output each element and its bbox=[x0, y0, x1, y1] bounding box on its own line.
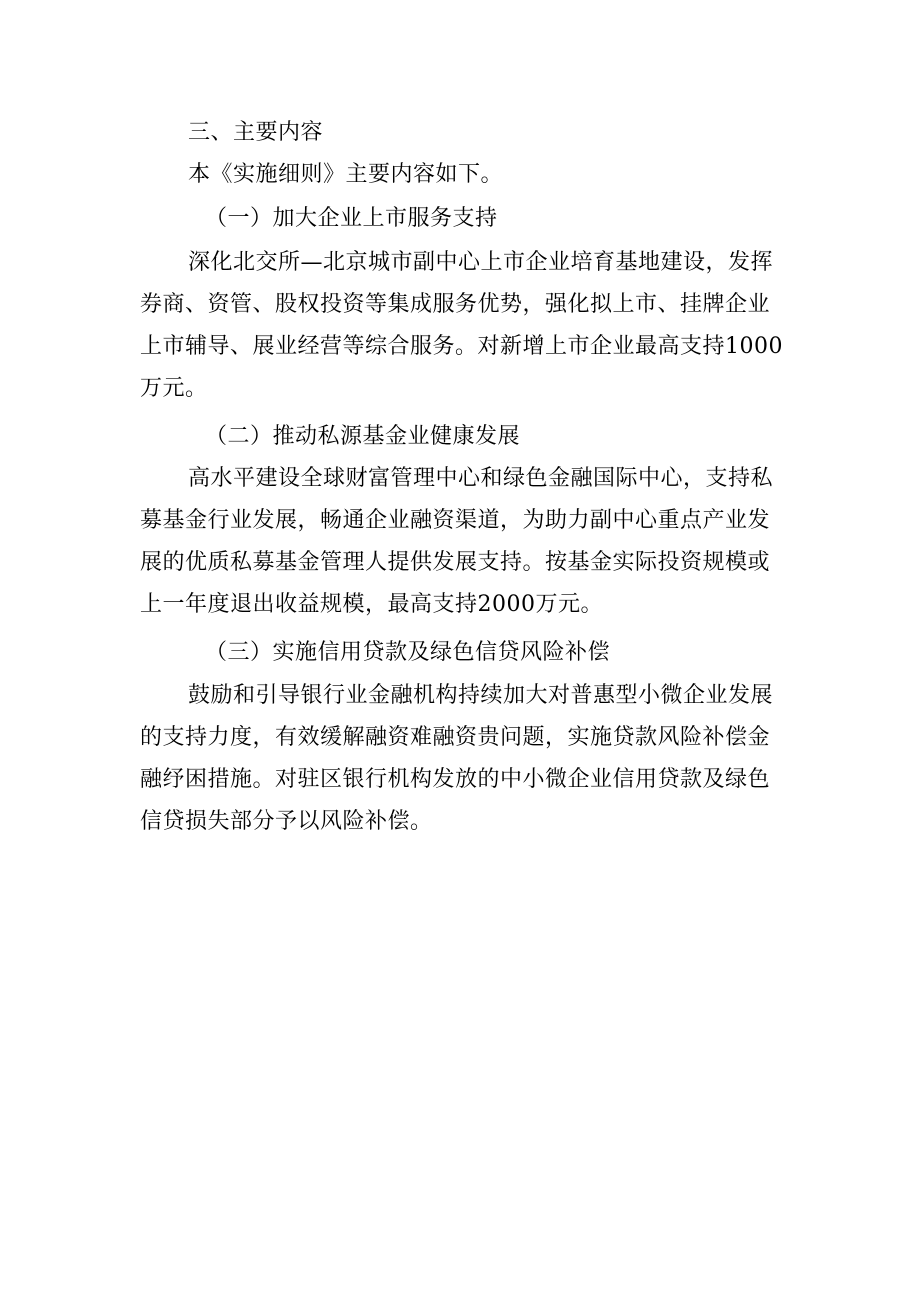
subsection-title-2: （二）推动私源基金业健康发展 bbox=[205, 424, 521, 449]
intro-paragraph: 本《实施细则》主要内容如下。 bbox=[188, 162, 504, 187]
section-heading: 三、主要内容 bbox=[188, 120, 324, 145]
subsection-body-2: 高水平建设全球财富管理中心和绿色金融国际中心，支持私募基金行业发展，畅通企业融资渠道，为助力副中心重点产业发展的优质私募基金管理人提供发展支持。按基金实际投资规模或上一年度退出收益规模，最高支持2000万元。 bbox=[140, 466, 774, 617]
subsection-body-1: 深化北交所—北京城市副中心上市企业培育基地建设，发挥券商、资管、股权投资等集成服务优势，强化拟上市、挂牌企业上市辅导、展业经营等综合服务。对新增上市企业最高支持1000万元。 bbox=[140, 250, 783, 401]
subsection-title-3: （三）实施信用贷款及绿色信贷风险补偿 bbox=[205, 640, 611, 665]
subsection-body-3: 鼓励和引导银行业金融机构持续加大对普惠型小微企业发展的支持力度，有效缓解融资难融资贵问题，实施贷款风险补偿金融纾困措施。对驻区银行机构发放的中小微企业信用贷款及绿色信贷损失部分予以风险补偿。 bbox=[140, 683, 774, 834]
subsection-title-1: （一）加大企业上市服务支持 bbox=[205, 206, 498, 231]
